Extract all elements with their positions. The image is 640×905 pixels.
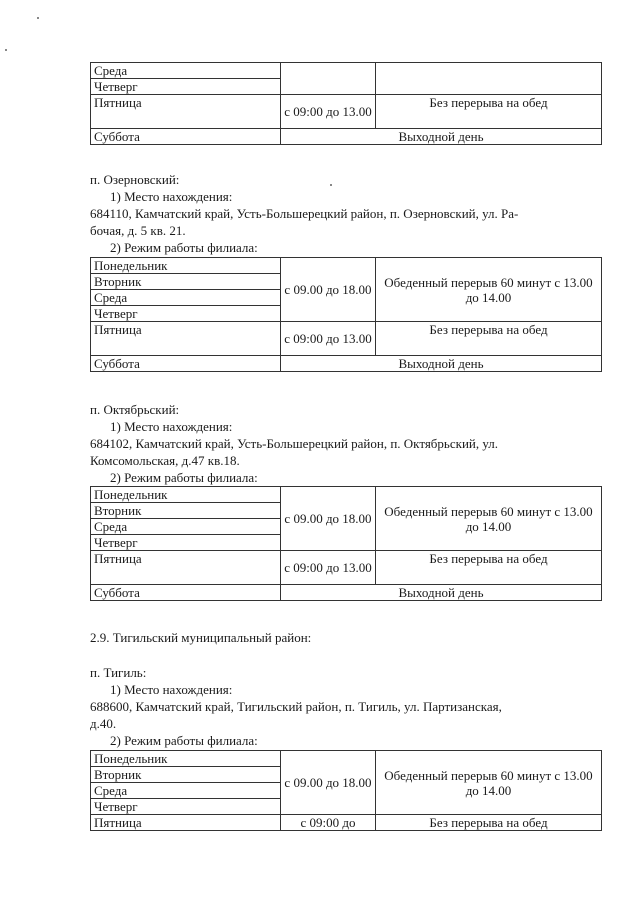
day-cell: Четверг xyxy=(91,306,281,322)
address-line: Комсомольская, д.47 кв.18. xyxy=(90,453,240,468)
day-cell: Понедельник xyxy=(91,258,281,274)
day-off-cell: Выходной день xyxy=(281,129,602,145)
scan-speck xyxy=(37,17,39,19)
time-cell-empty xyxy=(281,63,376,95)
day-cell: Среда xyxy=(91,63,281,79)
settlement-heading: п. Озерновский: xyxy=(90,172,180,187)
day-cell: Среда xyxy=(91,290,281,306)
settlement-heading: п. Тигиль: xyxy=(90,665,147,680)
day-cell: Пятница xyxy=(91,551,281,585)
location-label: 1) Место нахождения: xyxy=(110,189,233,204)
day-off-cell: Выходной день xyxy=(281,356,602,372)
time-cell: с 09.00 до 18.00 xyxy=(281,487,376,551)
schedule-label: 2) Режим работы филиала: xyxy=(110,733,258,748)
schedule-table-oktyabrsky xyxy=(90,486,602,601)
day-cell: Пятница xyxy=(91,815,281,831)
day-cell: Среда xyxy=(91,519,281,535)
note-cell: Обеденный перерыв 60 минут с 13.00 до 14.00 xyxy=(376,487,602,551)
scan-speck xyxy=(5,49,7,51)
table-row xyxy=(91,815,602,831)
day-cell: Четверг xyxy=(91,799,281,815)
location-label: 1) Место нахождения: xyxy=(110,682,233,697)
location-label: 1) Место нахождения: xyxy=(110,419,233,434)
table-row xyxy=(91,551,602,585)
address-line: 684102, Камчатский край, Усть-Большерецкий район, п. Октябрьский, ул. xyxy=(90,436,499,451)
table-row xyxy=(91,751,602,767)
time-cell: с 09:00 до xyxy=(281,815,376,831)
note-cell: Обеденный перерыв 60 минут с 13.00 до 14.00 xyxy=(376,751,602,815)
day-cell: Пятница xyxy=(91,322,281,356)
note-cell: Без перерыва на обед xyxy=(376,322,602,356)
day-cell: Среда xyxy=(91,783,281,799)
address-line: д.40. xyxy=(90,716,117,731)
day-cell: Пятница xyxy=(91,95,281,129)
schedule-table-tigil xyxy=(90,750,602,831)
time-cell: с 09:00 до 13.00 xyxy=(281,322,376,356)
day-cell: Четверг xyxy=(91,79,281,95)
address-line: 684110, Камчатский край, Усть-Большерецкий район, п. Озерновский, ул. Ра- xyxy=(90,206,519,221)
table-row xyxy=(91,129,602,145)
table-row xyxy=(91,585,602,601)
day-cell: Четверг xyxy=(91,535,281,551)
schedule-label: 2) Режим работы филиала: xyxy=(110,470,258,485)
address-line: 688600, Камчатский край, Тигильский район, п. Тигиль, ул. Партизанская, xyxy=(90,699,502,714)
day-cell: Вторник xyxy=(91,767,281,783)
note-cell-empty xyxy=(376,63,602,95)
note-cell: Без перерыва на обед xyxy=(376,815,602,831)
day-cell: Вторник xyxy=(91,274,281,290)
table-row xyxy=(91,63,602,79)
table-row xyxy=(91,95,602,129)
note-cell: Обеденный перерыв 60 минут с 13.00 до 14.00 xyxy=(376,258,602,322)
address-line: бочая, д. 5 кв. 21. xyxy=(90,223,186,238)
day-cell: Суббота xyxy=(91,585,281,601)
table-row xyxy=(91,322,602,356)
note-cell: Без перерыва на обед xyxy=(376,551,602,585)
day-cell: Вторник xyxy=(91,503,281,519)
day-cell: Понедельник xyxy=(91,751,281,767)
section-heading: 2.9. Тигильский муниципальный район: xyxy=(90,630,312,645)
time-cell: с 09:00 до 13.00 xyxy=(281,551,376,585)
time-cell: с 09.00 до 18.00 xyxy=(281,751,376,815)
table-row xyxy=(91,487,602,503)
table-row xyxy=(91,258,602,274)
schedule-table-continuation xyxy=(90,62,602,145)
time-cell: с 09.00 до 18.00 xyxy=(281,258,376,322)
table-row xyxy=(91,356,602,372)
day-cell: Понедельник xyxy=(91,487,281,503)
time-cell: с 09:00 до 13.00 xyxy=(281,95,376,129)
note-cell: Без перерыва на обед xyxy=(376,95,602,129)
day-cell: Суббота xyxy=(91,129,281,145)
schedule-table-ozernovsky xyxy=(90,257,602,372)
schedule-label: 2) Режим работы филиала: xyxy=(110,240,258,255)
scan-speck xyxy=(330,184,332,186)
day-off-cell: Выходной день xyxy=(281,585,602,601)
day-cell: Суббота xyxy=(91,356,281,372)
settlement-heading: п. Октябрьский: xyxy=(90,402,180,417)
